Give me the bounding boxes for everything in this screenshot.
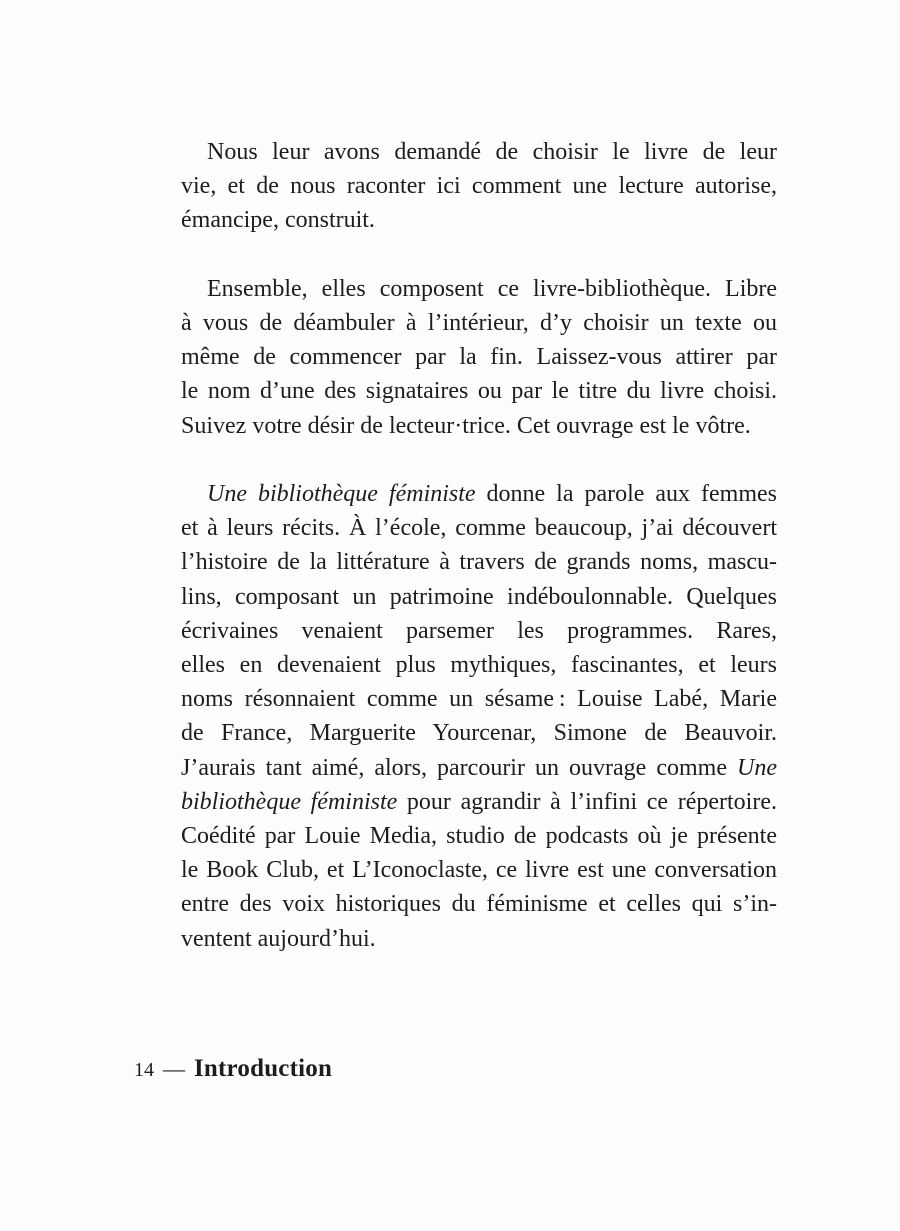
italic-text-run: Une bibliothèque féministe bbox=[207, 481, 476, 507]
text-line bbox=[181, 340, 777, 374]
page-number: 14 bbox=[134, 1059, 154, 1081]
text-run: ventent aujourd’hui. bbox=[181, 925, 376, 952]
text-line bbox=[181, 682, 777, 716]
text-run: de France, Marguerite Yourcenar, Simone de Beauvoir. bbox=[181, 720, 777, 747]
paragraph bbox=[181, 477, 777, 956]
text-run: Ensemble, elles composent ce livre-bibliothèque. Libre bbox=[207, 275, 777, 302]
text-line bbox=[181, 614, 777, 648]
text-run: Coédité par Louie Media, studio de podcasts où je présente bbox=[181, 823, 777, 850]
text-run: émancipe, construit. bbox=[181, 207, 375, 234]
text-line bbox=[181, 135, 777, 169]
text-line bbox=[181, 169, 777, 203]
text-line bbox=[181, 203, 777, 237]
paragraph bbox=[181, 272, 777, 443]
text-line bbox=[181, 716, 777, 750]
text-run: vie, et de nous raconter ici comment une lecture autorise, bbox=[181, 173, 777, 200]
text-line bbox=[181, 580, 777, 614]
text-line bbox=[181, 272, 777, 306]
text-line bbox=[181, 922, 777, 956]
italic-text-run: bibliothèque féministe bbox=[181, 788, 398, 815]
text-line bbox=[181, 853, 777, 887]
text-line bbox=[181, 648, 777, 682]
text-line bbox=[181, 887, 777, 921]
text-line bbox=[181, 785, 777, 819]
italic-text-run: Une bbox=[737, 754, 777, 781]
text-line bbox=[181, 511, 777, 545]
text-line bbox=[181, 751, 777, 785]
text-run: J’aurais tant aimé, alors, parcourir un ouvrage comme bbox=[181, 754, 738, 781]
text-line bbox=[181, 819, 777, 853]
text-run: écrivaines venaient parsemer les programmes. Rares, bbox=[181, 617, 777, 644]
text-line bbox=[181, 374, 777, 408]
text-run: entre des voix historiques du féminisme et celles qui s’in- bbox=[181, 891, 777, 918]
text-run: le nom d’une des signataires ou par le titre du livre choisi. bbox=[181, 378, 777, 405]
text-run: l’histoire de la littérature à travers de grands noms, mascu- bbox=[181, 549, 777, 576]
text-run: noms résonnaient comme un sésame : Louise Labé, Marie bbox=[181, 686, 777, 713]
text-run: et à leurs récits. À l’école, comme beaucoup, j’ai découvert bbox=[181, 515, 777, 542]
footer-dash: — bbox=[163, 1056, 185, 1081]
text-line bbox=[181, 306, 777, 340]
text-run: le Book Club, et L’Iconoclaste, ce livre est une conversation bbox=[181, 857, 777, 884]
text-run: elles en devenaient plus mythiques, fascinantes, et leurs bbox=[181, 652, 777, 679]
text-line bbox=[181, 409, 777, 443]
paragraph bbox=[181, 135, 777, 238]
text-run: donne la parole aux femmes bbox=[475, 481, 778, 507]
page-footer bbox=[134, 1055, 332, 1083]
text-line bbox=[181, 545, 777, 579]
text-run: Suivez votre désir de lecteur·trice. Cet ouvrage est le vôtre. bbox=[181, 412, 751, 439]
text-run: pour agrandir à l’infini ce répertoire. bbox=[397, 788, 777, 815]
text-run: Nous leur avons demandé de choisir le livre de leur bbox=[207, 139, 777, 165]
page-body bbox=[181, 135, 777, 956]
text-line bbox=[181, 477, 777, 511]
section-title: Introduction bbox=[194, 1055, 333, 1082]
text-run: lins, composant un patrimoine indéboulonnable. Quelques bbox=[181, 583, 777, 610]
text-run: même de commencer par la fin. Laissez-vous attirer par bbox=[181, 344, 777, 371]
text-run: à vous de déambuler à l’intérieur, d’y choisir un texte ou bbox=[181, 310, 777, 336]
